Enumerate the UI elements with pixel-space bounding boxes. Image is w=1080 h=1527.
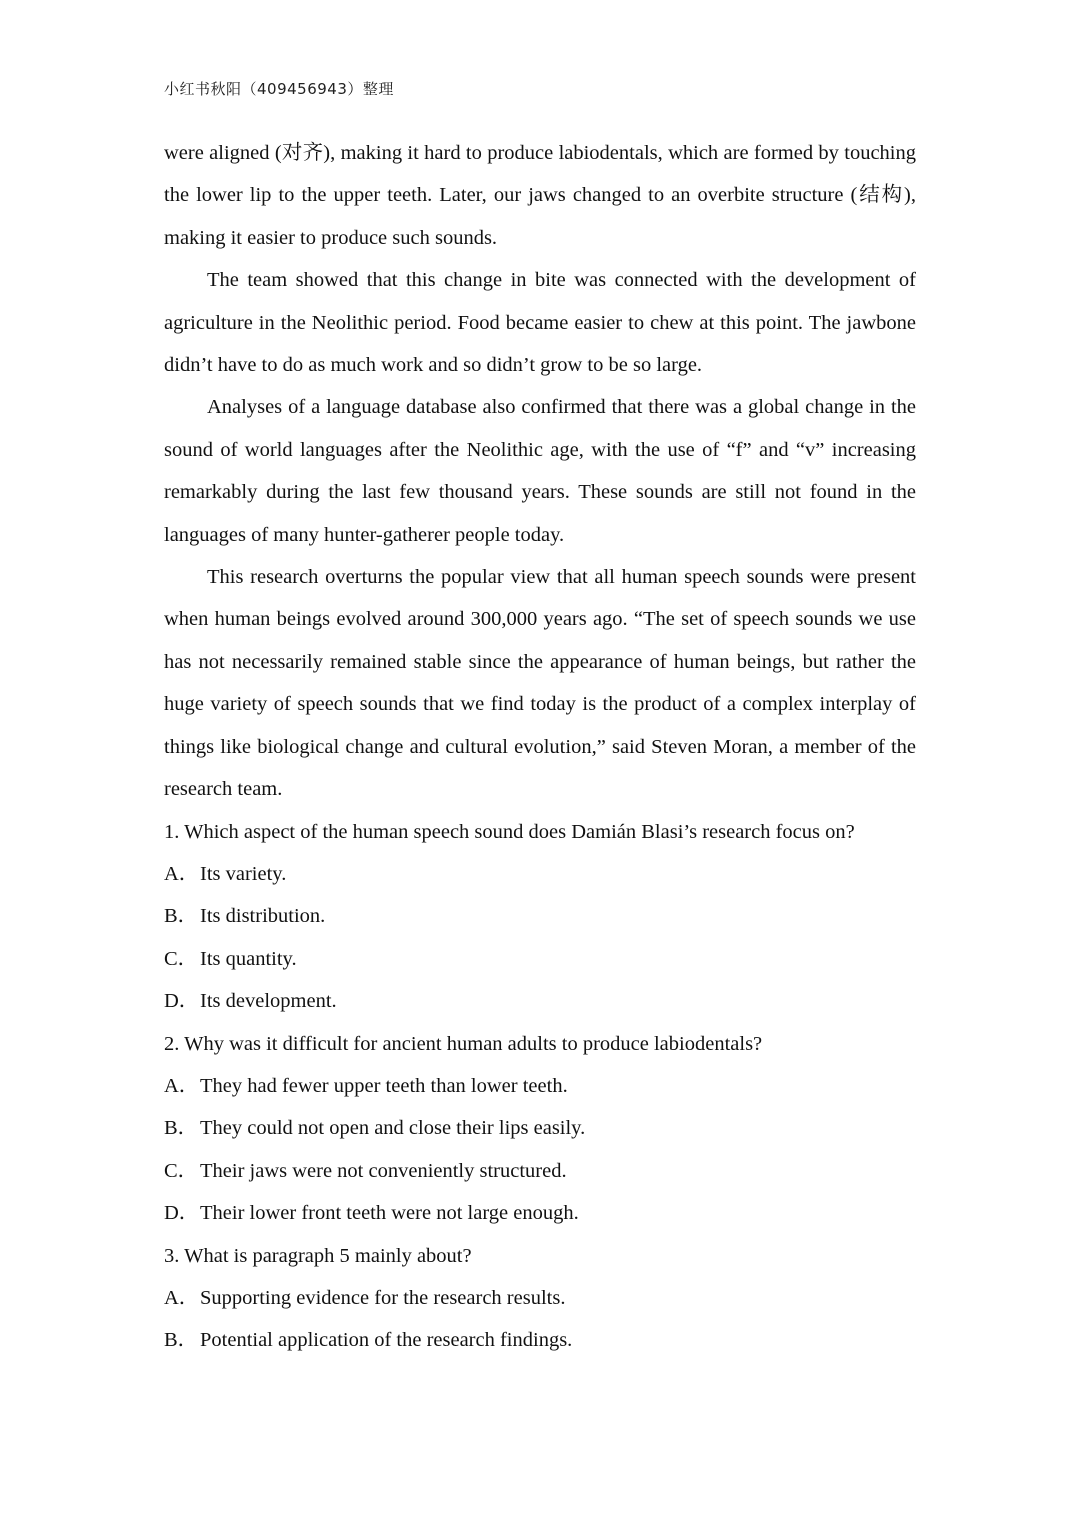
answer-option <box>164 895 916 937</box>
paragraph: Analyses of a language database also confirmed that there was a global change in the sound of world languages after the Neolithic age, with the use of “f” and “v” increasing remarkably during the last few thousand years. These sounds are still not found in the languages of many hunter-gatherer people today. <box>164 396 916 546</box>
paragraph: This research overturns the popular view that all human speech sounds were present when human beings evolved around 300,000 years ago. “The set of speech sounds we use has not necessarily remained stable since the appearance of human beings, but rather the huge variety of speech sounds that we find today is the product of a complex interplay of things like biological change and cultural evolution,” said Steven Moran, a member of the research team. <box>164 566 916 801</box>
answer-option <box>164 980 916 1022</box>
question-stem: 3. What is paragraph 5 mainly about? <box>164 1244 472 1267</box>
option-text: Its quantity. <box>200 947 297 970</box>
option-text: Its distribution. <box>200 905 326 928</box>
question-stem: 2. Why was it difficult for ancient human adults to produce labiodentals? <box>164 1032 763 1055</box>
option-letter: C． <box>164 947 199 970</box>
option-text: Its development. <box>200 990 337 1013</box>
option-letter: B． <box>164 1329 199 1352</box>
answer-option <box>164 938 916 980</box>
answer-option <box>164 1319 916 1361</box>
option-letter: A． <box>164 862 200 885</box>
option-text: Its variety. <box>200 862 287 885</box>
option-letter: C． <box>164 1159 199 1182</box>
option-text: Potential application of the research findings. <box>200 1329 573 1352</box>
document-body <box>164 132 916 1362</box>
page-header: 小红书秋阳（409456943）整理 <box>164 80 394 98</box>
option-letter: A． <box>164 1074 200 1097</box>
paragraph: were aligned (对齐), making it hard to produce labiodentals, which are formed by touching the lower lip to the upper teeth. Later, our jaws changed to an overbite structure (结构), making it easier to produce such sounds. <box>164 142 916 249</box>
question-2 <box>164 1023 916 1235</box>
option-letter: B． <box>164 905 199 928</box>
option-text: Their jaws were not conveniently structured. <box>200 1159 567 1182</box>
answer-option <box>164 1277 916 1319</box>
answer-option <box>164 1107 916 1149</box>
option-letter: D． <box>164 1202 200 1225</box>
option-letter: B． <box>164 1117 199 1140</box>
option-text: Supporting evidence for the research results. <box>200 1286 566 1309</box>
answer-option <box>164 1065 916 1107</box>
option-text: They could not open and close their lips easily. <box>200 1117 586 1140</box>
question-1 <box>164 811 916 1023</box>
paragraph: The team showed that this change in bite was connected with the development of agriculture in the Neolithic period. Food became easier to chew at this point. The jawbone didn’t have to do as much work and so didn’t grow to be so large. <box>164 269 916 377</box>
option-text: They had fewer upper teeth than lower teeth. <box>200 1074 568 1097</box>
answer-option <box>164 1150 916 1192</box>
answer-option <box>164 853 916 895</box>
option-letter: A． <box>164 1286 200 1309</box>
answer-option <box>164 1192 916 1234</box>
question-stem: 1. Which aspect of the human speech sound does Damián Blasi’s research focus on? <box>164 820 855 843</box>
option-text: Their lower front teeth were not large enough. <box>200 1202 579 1225</box>
option-letter: D． <box>164 990 200 1013</box>
question-3 <box>164 1235 916 1362</box>
